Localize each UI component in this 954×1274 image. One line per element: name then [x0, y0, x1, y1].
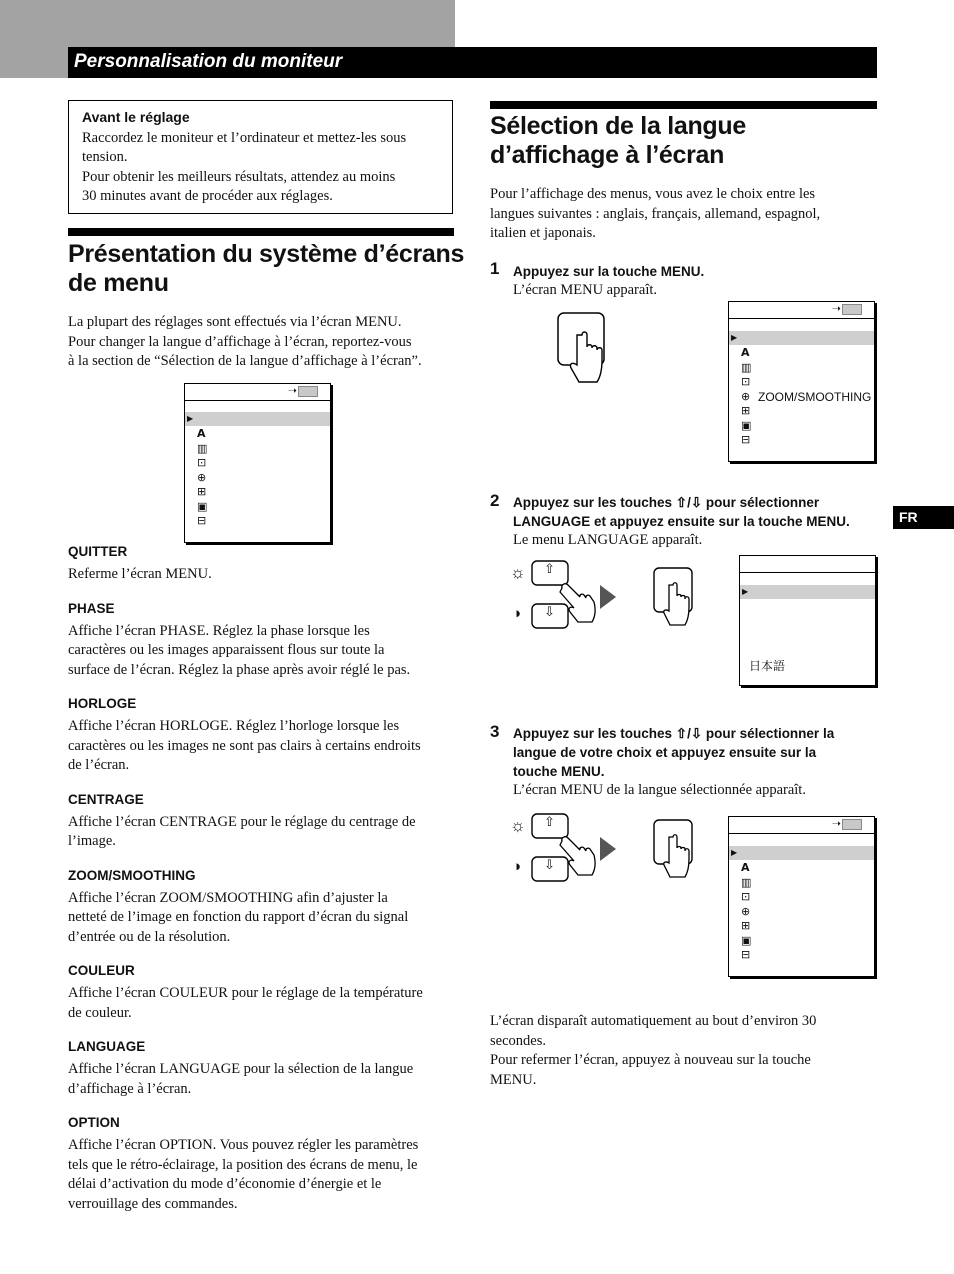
up-down-buttons-illustration — [530, 558, 600, 632]
intro-line: langues suivantes : anglais, français, allemand, espagnol, — [490, 205, 821, 222]
zoom-smoothing-label: ZOOM/SMOOTHING — [758, 390, 872, 404]
menu-button-press-illustration — [651, 817, 697, 879]
before-box-line: Pour obtenir les meilleurs résultats, attendez au moins — [82, 168, 396, 185]
outro-line: secondes. — [490, 1032, 546, 1049]
color-icon: ⊞ — [741, 404, 751, 417]
step-description: Le menu LANGUAGE apparaît. — [513, 532, 703, 548]
definition-term: PHASE — [68, 600, 115, 616]
step-number: 3 — [490, 722, 500, 741]
arrow-icon: ➝ — [288, 386, 318, 397]
up-down-buttons-illustration — [530, 811, 600, 885]
menu-screen-step1 — [728, 301, 875, 462]
step-title-line: LANGUAGE et appuyez ensuite sur la touche MENU. — [513, 514, 850, 529]
definition-line: d’affichage à l’écran. — [68, 1080, 192, 1097]
definition-line: netteté de l’image en fonction du rapport d’écran du signal — [68, 909, 409, 925]
option-icon: ⊟ — [741, 433, 751, 446]
outro-line: L’écran disparaît automatiquement au bout d’environ 30 — [490, 1013, 817, 1029]
menu-button-press-illustration — [651, 565, 697, 627]
language-menu-screen — [739, 555, 876, 686]
left-heading — [68, 240, 468, 298]
cursor-triangle-icon: ▶ — [187, 414, 194, 423]
right-heading-line: d’affichage à l’écran — [490, 141, 725, 169]
menu-screen-step3 — [728, 816, 875, 977]
cursor-triangle-icon: ▶ — [731, 848, 738, 857]
brightness-icon: ☼ — [510, 563, 526, 582]
left-heading-line: de menu — [68, 269, 169, 297]
center-icon: ⊡ — [741, 890, 751, 903]
menu-definitions — [68, 544, 458, 1230]
before-box-line: Raccordez le moniteur et l’ordinateur et mettez-les sous — [82, 130, 407, 146]
definition-phase — [68, 601, 458, 681]
intro-line: Pour changer la langue d’affichage à l’écran, reportez-vous — [68, 333, 412, 350]
intro-line: italien et japonais. — [490, 225, 596, 241]
language-icon: ▣ — [741, 934, 752, 947]
before-box-line: tension. — [82, 149, 128, 166]
definition-term: OPTION — [68, 1115, 120, 1130]
definition-line: Affiche l’écran CENTRAGE pour le réglage du centrage de — [68, 813, 416, 830]
cursor-triangle-icon: ▶ — [742, 587, 749, 596]
menu-title-bar — [729, 302, 874, 319]
definition-centrage — [68, 792, 458, 852]
definition-line: caractères ou les images apparaissent flous sur toute la — [68, 642, 385, 658]
down-arrow-icon: ⇩ — [544, 858, 555, 873]
before-box-title: Avant le réglage — [82, 109, 190, 125]
definition-line: Affiche l’écran LANGUAGE pour la sélection de la langue — [68, 1061, 414, 1077]
menu-screen-illustration — [184, 383, 331, 543]
arrow-icon: ➝ — [832, 819, 862, 830]
arrow-icon: ➝ — [832, 304, 862, 315]
step-1 — [513, 262, 883, 301]
section-rule — [490, 101, 877, 109]
before-box-line: 30 minutes avant de procéder aux réglages. — [82, 187, 333, 204]
center-icon: ⊡ — [197, 456, 207, 469]
definition-line: Affiche l’écran ZOOM/SMOOTHING afin d’ajuster la — [68, 889, 388, 906]
step-description: L’écran MENU apparaît. — [513, 282, 658, 298]
right-outro — [490, 1012, 880, 1090]
left-heading-line: Présentation du système d’écrans — [68, 240, 465, 268]
step-title-line: Appuyez sur les touches ⇧/⇩ pour sélectionner la — [513, 726, 835, 741]
step-number: 1 — [490, 259, 500, 278]
definition-language — [68, 1039, 458, 1099]
definition-line: verrouillage des commandes. — [68, 1195, 238, 1212]
definition-horloge — [68, 696, 458, 776]
step-title-line: touche MENU. — [513, 764, 605, 779]
definition-line: Affiche l’écran COULEUR pour le réglage de la température — [68, 985, 423, 1001]
menu-highlight — [729, 331, 874, 345]
right-arrow-icon — [600, 585, 616, 609]
definition-zoom — [68, 868, 458, 948]
definition-line: de l’écran. — [68, 757, 130, 773]
up-arrow-icon: ⇧ — [544, 815, 555, 830]
brightness-icon: ☼ — [510, 816, 526, 835]
step-title-line: langue de votre choix et appuyez ensuite sur la — [513, 745, 817, 760]
step-3 — [513, 724, 883, 801]
page-section-title: Personnalisation du moniteur — [74, 51, 343, 72]
option-icon: ⊟ — [197, 514, 207, 527]
clock-icon: ▥ — [197, 442, 208, 455]
phase-icon: A — [741, 346, 750, 359]
right-heading-line: Sélection de la langue — [490, 112, 746, 140]
zoom-icon: ⊕ — [741, 390, 751, 403]
language-option-japanese: 日本語 — [749, 659, 786, 673]
definition-line: d’entrée ou de la résolution. — [68, 928, 231, 945]
definition-quitter — [68, 544, 458, 585]
definition-line: délai d’activation du mode d’économie d’énergie et le — [68, 1176, 382, 1192]
definition-line: tels que le rétro-éclairage, la position des écrans de menu, le — [68, 1156, 418, 1173]
menu-title-bar — [740, 556, 875, 573]
contrast-icon: ◑ — [512, 606, 522, 622]
menu-button-press-illustration — [555, 310, 615, 386]
definition-couleur — [68, 963, 458, 1023]
definition-line: caractères ou les images ne sont pas clairs à certains endroits — [68, 737, 421, 754]
center-icon: ⊡ — [741, 375, 751, 388]
before-adjustment-box — [68, 100, 453, 214]
left-intro — [68, 313, 468, 372]
step-number: 2 — [490, 491, 500, 510]
color-icon: ⊞ — [741, 919, 751, 932]
right-intro — [490, 185, 880, 244]
color-icon: ⊞ — [197, 485, 207, 498]
definition-term: LANGUAGE — [68, 1039, 146, 1054]
definition-line: l’image. — [68, 833, 116, 849]
zoom-icon: ⊕ — [741, 905, 751, 918]
intro-line: La plupart des réglages sont effectués via l’écran MENU. — [68, 314, 402, 330]
down-arrow-icon: ⇩ — [544, 605, 555, 620]
language-tab: FR — [893, 506, 954, 529]
language-icon: ▣ — [197, 500, 208, 513]
menu-highlight — [185, 412, 330, 426]
clock-icon: ▥ — [741, 361, 752, 374]
phase-icon: A — [741, 861, 750, 874]
definition-line: Affiche l’écran PHASE. Réglez la phase lorsque les — [68, 622, 370, 639]
menu-title-bar — [729, 817, 874, 834]
definition-term: ZOOM/SMOOTHING — [68, 867, 196, 883]
section-rule — [68, 228, 454, 236]
right-arrow-icon — [600, 837, 616, 861]
definition-term: CENTRAGE — [68, 791, 144, 807]
step-2 — [513, 493, 883, 551]
definition-term: QUITTER — [68, 544, 128, 559]
language-icon: ▣ — [741, 419, 752, 432]
menu-highlight — [729, 846, 874, 860]
phase-icon: A — [197, 427, 206, 440]
definition-line: Affiche l’écran HORLOGE. Réglez l’horloge lorsque les — [68, 718, 400, 734]
clock-icon: ▥ — [741, 876, 752, 889]
right-heading — [490, 112, 890, 170]
contrast-icon: ◑ — [512, 859, 522, 875]
definition-line: surface de l’écran. Réglez la phase après avoir réglé le pas. — [68, 661, 411, 678]
definition-line: de couleur. — [68, 1004, 132, 1021]
outro-line: Pour refermer l’écran, appuyez à nouveau sur la touche — [490, 1052, 811, 1068]
cursor-triangle-icon: ▶ — [731, 333, 738, 342]
definition-line: Affiche l’écran OPTION. Vous pouvez régler les paramètres — [68, 1137, 419, 1153]
step-description: L’écran MENU de la langue sélectionnée apparaît. — [513, 782, 806, 798]
intro-line: à la section de “Sélection de la langue d’affichage à l’écran”. — [68, 353, 422, 369]
step-title-line: Appuyez sur la touche MENU. — [513, 264, 705, 279]
step-title-line: Appuyez sur les touches ⇧/⇩ pour sélectionner — [513, 495, 820, 510]
up-arrow-icon: ⇧ — [544, 562, 555, 577]
intro-line: Pour l’affichage des menus, vous avez le choix entre les — [490, 186, 816, 202]
definition-option — [68, 1115, 458, 1214]
outro-line: MENU. — [490, 1071, 537, 1088]
zoom-icon: ⊕ — [197, 471, 207, 484]
menu-highlight — [740, 585, 875, 599]
definition-term: HORLOGE — [68, 696, 137, 711]
definition-line: Referme l’écran MENU. — [68, 566, 212, 582]
option-icon: ⊟ — [741, 948, 751, 961]
definition-term: COULEUR — [68, 963, 135, 978]
menu-title-bar — [185, 384, 330, 401]
